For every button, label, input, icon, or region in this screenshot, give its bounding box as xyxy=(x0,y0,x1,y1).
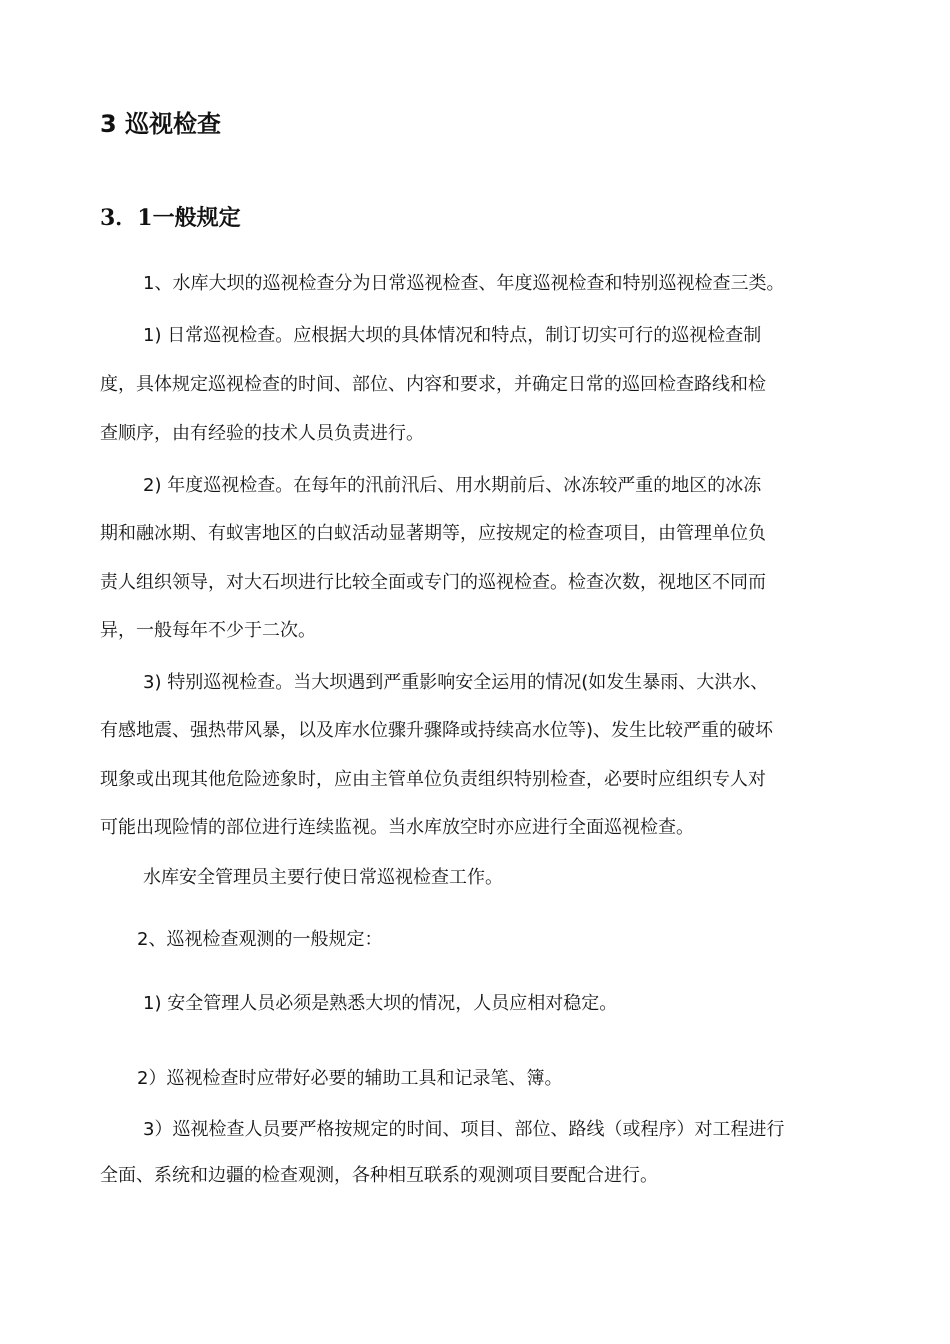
paragraph-line: 2）巡视检查时应带好必要的辅助工具和记录笔、簿。 xyxy=(137,1068,563,1089)
paragraph-line: 查顺序，由有经验的技术人员负责进行。 xyxy=(100,423,424,444)
paragraph-line: 1、水库大坝的巡视检查分为日常巡视检查、年度巡视检查和特别巡视检查三类。 xyxy=(143,273,785,294)
section-heading: 3 巡视检查 xyxy=(100,110,222,138)
paragraph-line: 水库安全管理员主要行使日常巡视检查工作。 xyxy=(143,867,503,888)
subsection-heading: 3．1一般规定 xyxy=(100,205,241,231)
paragraph-line: 1) 日常巡视检查。应根据大坝的具体情况和特点，制订切实可行的巡视检查制 xyxy=(143,325,762,346)
paragraph-line: 度，具体规定巡视检查的时间、部位、内容和要求，并确定日常的巡回检查路线和检 xyxy=(100,374,766,395)
paragraph-line: 现象或出现其他危险迹象时，应由主管单位负责组织特别检查，必要时应组织专人对 xyxy=(100,769,766,790)
paragraph-line: 异，一般每年不少于二次。 xyxy=(100,620,316,641)
paragraph-line: 全面、系统和边疆的检查观测，各种相互联系的观测项目要配合进行。 xyxy=(100,1165,658,1186)
paragraph-line: 责人组织领导，对大石坝进行比较全面或专门的巡视检查。检查次数，视地区不同而 xyxy=(100,572,766,593)
paragraph-line: 2、巡视检查观测的一般规定： xyxy=(137,929,383,950)
paragraph-line: 3) 特别巡视检查。当大坝遇到严重影响安全运用的情况(如发生暴雨、大洪水、 xyxy=(143,672,769,693)
paragraph-line: 2) 年度巡视检查。在每年的汛前汛后、用水期前后、冰冻较严重的地区的冰冻 xyxy=(143,475,762,496)
paragraph-line: 3）巡视检查人员要严格按规定的时间、项目、部位、路线（或程序）对工程进行 xyxy=(143,1119,785,1140)
paragraph-line: 有感地震、强热带风暴，以及库水位骤升骤降或持续高水位等)、发生比较严重的破坏 xyxy=(100,720,774,741)
paragraph-line: 可能出现险情的部位进行连续监视。当水库放空时亦应进行全面巡视检查。 xyxy=(100,817,694,838)
paragraph-line: 1) 安全管理人员必须是熟悉大坝的情况，人员应相对稳定。 xyxy=(143,993,618,1014)
paragraph-line: 期和融冰期、有蚁害地区的白蚁活动显著期等，应按规定的检查项目，由管理单位负 xyxy=(100,523,766,544)
